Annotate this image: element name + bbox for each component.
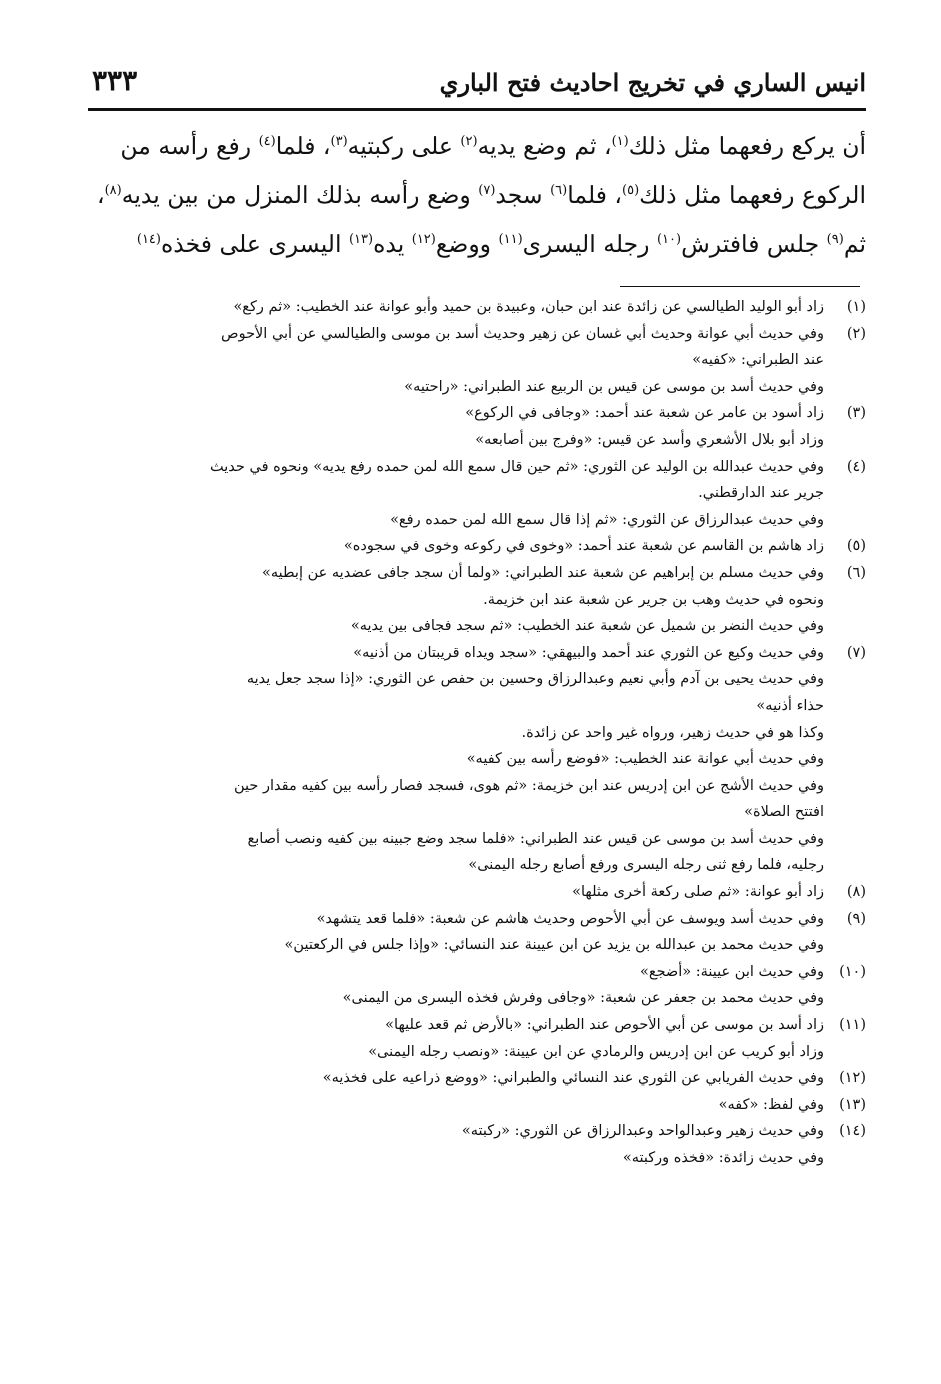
footnote-line: [88, 906, 866, 933]
footnote-line: [88, 666, 866, 693]
footnote-text: وزاد أبو بلال الأشعري وأسد عن قيس: «وفرج بين أصابعه»: [475, 431, 824, 448]
footnote-text: وفي حديث زهير وعبدالواحد وعبدالرزاق عن الثوري: «ركبته»: [461, 1123, 824, 1140]
footnote-marker: (٦): [550, 183, 568, 199]
footnote-text: وفي حديث أبي عوانة عند الخطيب: «فوضع رأسه بين كفيه»: [466, 751, 824, 768]
footnote-number: (٢): [846, 325, 866, 342]
page-number: ٣٣٣: [92, 64, 138, 97]
footnote-line: [88, 613, 866, 640]
footnote-text: زاد أسد بن موسى عن أبي الأحوص عند الطبراني: «بالأرض ثم قعد عليها»: [385, 1017, 824, 1034]
footnote-line: [88, 826, 866, 853]
footnote-text: وفي حديث محمد بن عبدالله بن يزيد عن ابن عيينة عند النسائي: «وإذا جلس في الركعتين»: [284, 937, 824, 954]
footnote-line: [88, 321, 866, 348]
footnote-number: (٤): [846, 458, 866, 475]
footnote-number: (٦): [846, 564, 866, 581]
footnote-line: [88, 347, 866, 374]
footnote-text: عند الطبراني: «كفيه»: [692, 352, 824, 369]
footnote-number: (١١): [839, 1017, 866, 1034]
footnote-text: وزاد أبو كريب عن ابن إدريس والرمادي عن ابن عيينة: «ونصب رجله اليمنى»: [368, 1043, 824, 1060]
footnote-text: زاد أبو الوليد الطيالسي عن زائدة عند ابن حبان، وعبيدة بن حميد وأبو عوانة عند الخطيب: «ثم ركع»: [233, 299, 824, 315]
footnote-number: (٥): [846, 538, 866, 555]
footnote-text: جرير عند الدارقطني.: [698, 485, 824, 502]
footnote-line: [88, 400, 866, 427]
book-title: انيس الساري في تخريج احاديث فتح الباري: [439, 68, 866, 97]
footnote-line: [88, 879, 866, 906]
footnote-text: وفي حديث عبدالرزاق عن الثوري: «ثم إذا قال سمع الله لمن حمده رفع»: [390, 511, 824, 528]
footnote-number: (٧): [846, 644, 866, 661]
footnote-number: (١٣): [839, 1096, 866, 1113]
footnote-line: [88, 587, 866, 614]
footnote-line: [88, 799, 866, 826]
footnote-marker: (٢): [460, 134, 478, 150]
footnote-marker: (١٤): [136, 232, 161, 248]
footnote-marker: (٤): [258, 134, 276, 150]
footnote-number: (١٢): [839, 1070, 866, 1087]
footnote-text: وفي حديث أسد بن موسى عن قيس عند الطبراني: «فلما سجد وضع جبينه بين كفيه ونصب أصابع: [247, 830, 824, 847]
footnote-text: وفي حديث أسد بن موسى عن قيس بن الربيع عند الطبراني: «راحتيه»: [404, 378, 824, 395]
footnote-line: [88, 773, 866, 800]
footnote-text: وفي حديث مسلم بن إبراهيم عن شعبة عند الطبراني: «ولما أن سجد جافى عضديه عن إبطيه»: [262, 564, 824, 581]
footnote-line: [88, 533, 866, 560]
footnote-number: (٣): [846, 405, 866, 422]
footnote-line: [88, 480, 866, 507]
footnote-text: وكذا هو في حديث زهير، ورواه غير واحد عن زائدة.: [521, 724, 824, 741]
footnote-line: [88, 294, 866, 321]
footnote-line: [88, 374, 866, 401]
footnote-text: وفي لفظ: «كفه»: [718, 1096, 824, 1113]
footnote-marker: (٧): [478, 183, 496, 199]
footnote-text: وفي حديث وكيع عن الثوري عند أحمد والبيهقي: «سجد ويداه قريبتان من أذنيه»: [353, 644, 824, 661]
footnote-marker: (٥): [622, 183, 640, 199]
footnote-marker: (١١): [498, 232, 523, 248]
running-header: [88, 62, 866, 111]
body-line: أن يركع رفعهما مثل ذلك$^{(١)}$، ثم وضع يديه$^{(٢)}$ على ركبتيه$^{(٣)}$، فلما$^{(٤)}$ رفع رأسه من: [120, 132, 866, 160]
footnote-marker: (١٠): [656, 232, 682, 248]
footnotes: [88, 294, 866, 1172]
footnote-line: [88, 693, 866, 720]
footnote-number: (٨): [846, 884, 866, 901]
footnote-text: وفي حديث عبدالله بن الوليد عن الثوري: «ثم حين قال سمع الله لمن حمده رفع يديه» ونحوه في حديث: [210, 458, 824, 475]
footnote-text: وفي حديث الفريابي عن الثوري عند النسائي والطبراني: «ووضع ذراعيه على فخذيه»: [322, 1070, 824, 1087]
footnote-text: افتتح الصلاة»: [744, 804, 824, 821]
footnote-text: زاد أبو عوانة: «ثم صلى ركعة أخرى مثلها»: [572, 884, 824, 901]
footnote-marker: (٩): [826, 232, 844, 248]
footnote-marker: (١٢): [411, 232, 436, 248]
footnote-number: (١): [846, 299, 866, 315]
footnote-text: وفي حديث محمد بن جعفر عن شعبة: «وجافى وفرش فخذه اليسرى من اليمنى»: [342, 990, 824, 1007]
footnote-line: [88, 640, 866, 667]
footnote-line: [88, 985, 866, 1012]
footnote-text: وفي حديث أسد ويوسف عن أبي الأحوص وحديث هاشم عن شعبة: «فلما قعد يتشهد»: [316, 910, 824, 927]
footnote-text: وفي حديث أبي عوانة وحديث أبي غسان عن زهير وحديث أسد بن موسى والطيالسي عن أبي الأحوص: [221, 325, 824, 342]
body-line: الركوع رفعهما مثل ذلك$^{(٥)}$، فلما$^{(٦)}$ سجد$^{(٧)}$ وضع رأسه بذلك المنزل من بين يديه$^{(٨)}$،: [96, 181, 866, 209]
footnote-text: زاد أسود بن عامر عن شعبة عند أحمد: «وجافى في الركوع»: [465, 405, 824, 422]
footnote-text: حذاء أذنيه»: [756, 697, 824, 714]
footnote-line: [88, 1145, 866, 1172]
footnote-number: (١٠): [839, 963, 866, 980]
footnote-line: [88, 1092, 866, 1119]
footnote-line: [88, 959, 866, 986]
footnote-line: [88, 746, 866, 773]
footnote-text: رجليه، فلما رفع ثنى رجله اليسرى ورفع أصابع رجله اليمنى»: [468, 857, 824, 874]
main-text: [88, 122, 866, 269]
footnote-marker: (٣): [330, 134, 348, 150]
footnote-number: (٩): [846, 910, 866, 927]
footnote-line: [88, 932, 866, 959]
footnote-line: [88, 852, 866, 879]
footnote-text: ونحوه في حديث وهب بن جرير عن شعبة عند ابن خزيمة.: [483, 591, 824, 608]
footnote-separator: [620, 286, 860, 287]
footnote-text: وفي حديث يحيى بن آدم وأبي نعيم وعبدالرزاق وحسين بن حفص عن الثوري: «إذا سجد جعل يديه: [246, 671, 824, 688]
footnote-text: وفي حديث ابن عيينة: «أضجع»: [639, 963, 824, 980]
footnote-text: زاد هاشم بن القاسم عن شعبة عند أحمد: «وخوى في ركوعه وخوى في سجوده»: [343, 538, 824, 555]
footnote-line: [88, 454, 866, 481]
footnote-marker: (١٣): [348, 232, 374, 248]
footnote-line: [88, 1118, 866, 1145]
footnote-text: وفي حديث زائدة: «فخذه وركبته»: [622, 1150, 824, 1166]
footnote-line: [88, 560, 866, 587]
footnote-number: (١٤): [839, 1123, 866, 1140]
footnote-line: [88, 507, 866, 534]
footnote-text: وفي حديث الأشج عن ابن إدريس عند ابن خزيمة: «ثم هوى، فسجد فصار رأسه بين كفيه مقدار حين: [233, 777, 824, 794]
body-line: ثم$^{(٩)}$ جلس فافترش$^{(١٠)}$ رجله اليسرى$^{(١١)}$ ووضع$^{(١٢)}$ يده$^{(١٣)}$ اليسرى على فخذه$^{(١٤)}$: [136, 230, 866, 258]
footnote-marker: (٨): [104, 183, 122, 199]
footnote-line: [88, 1012, 866, 1039]
footnote-text: وفي حديث النضر بن شميل عن شعبة عند الخطيب: «ثم سجد فجافى بين يديه»: [350, 618, 824, 635]
footnote-marker: (١): [611, 134, 629, 150]
footnote-line: [88, 427, 866, 454]
footnote-line: [88, 1065, 866, 1092]
footnote-line: [88, 1039, 866, 1066]
footnote-line: [88, 720, 866, 747]
